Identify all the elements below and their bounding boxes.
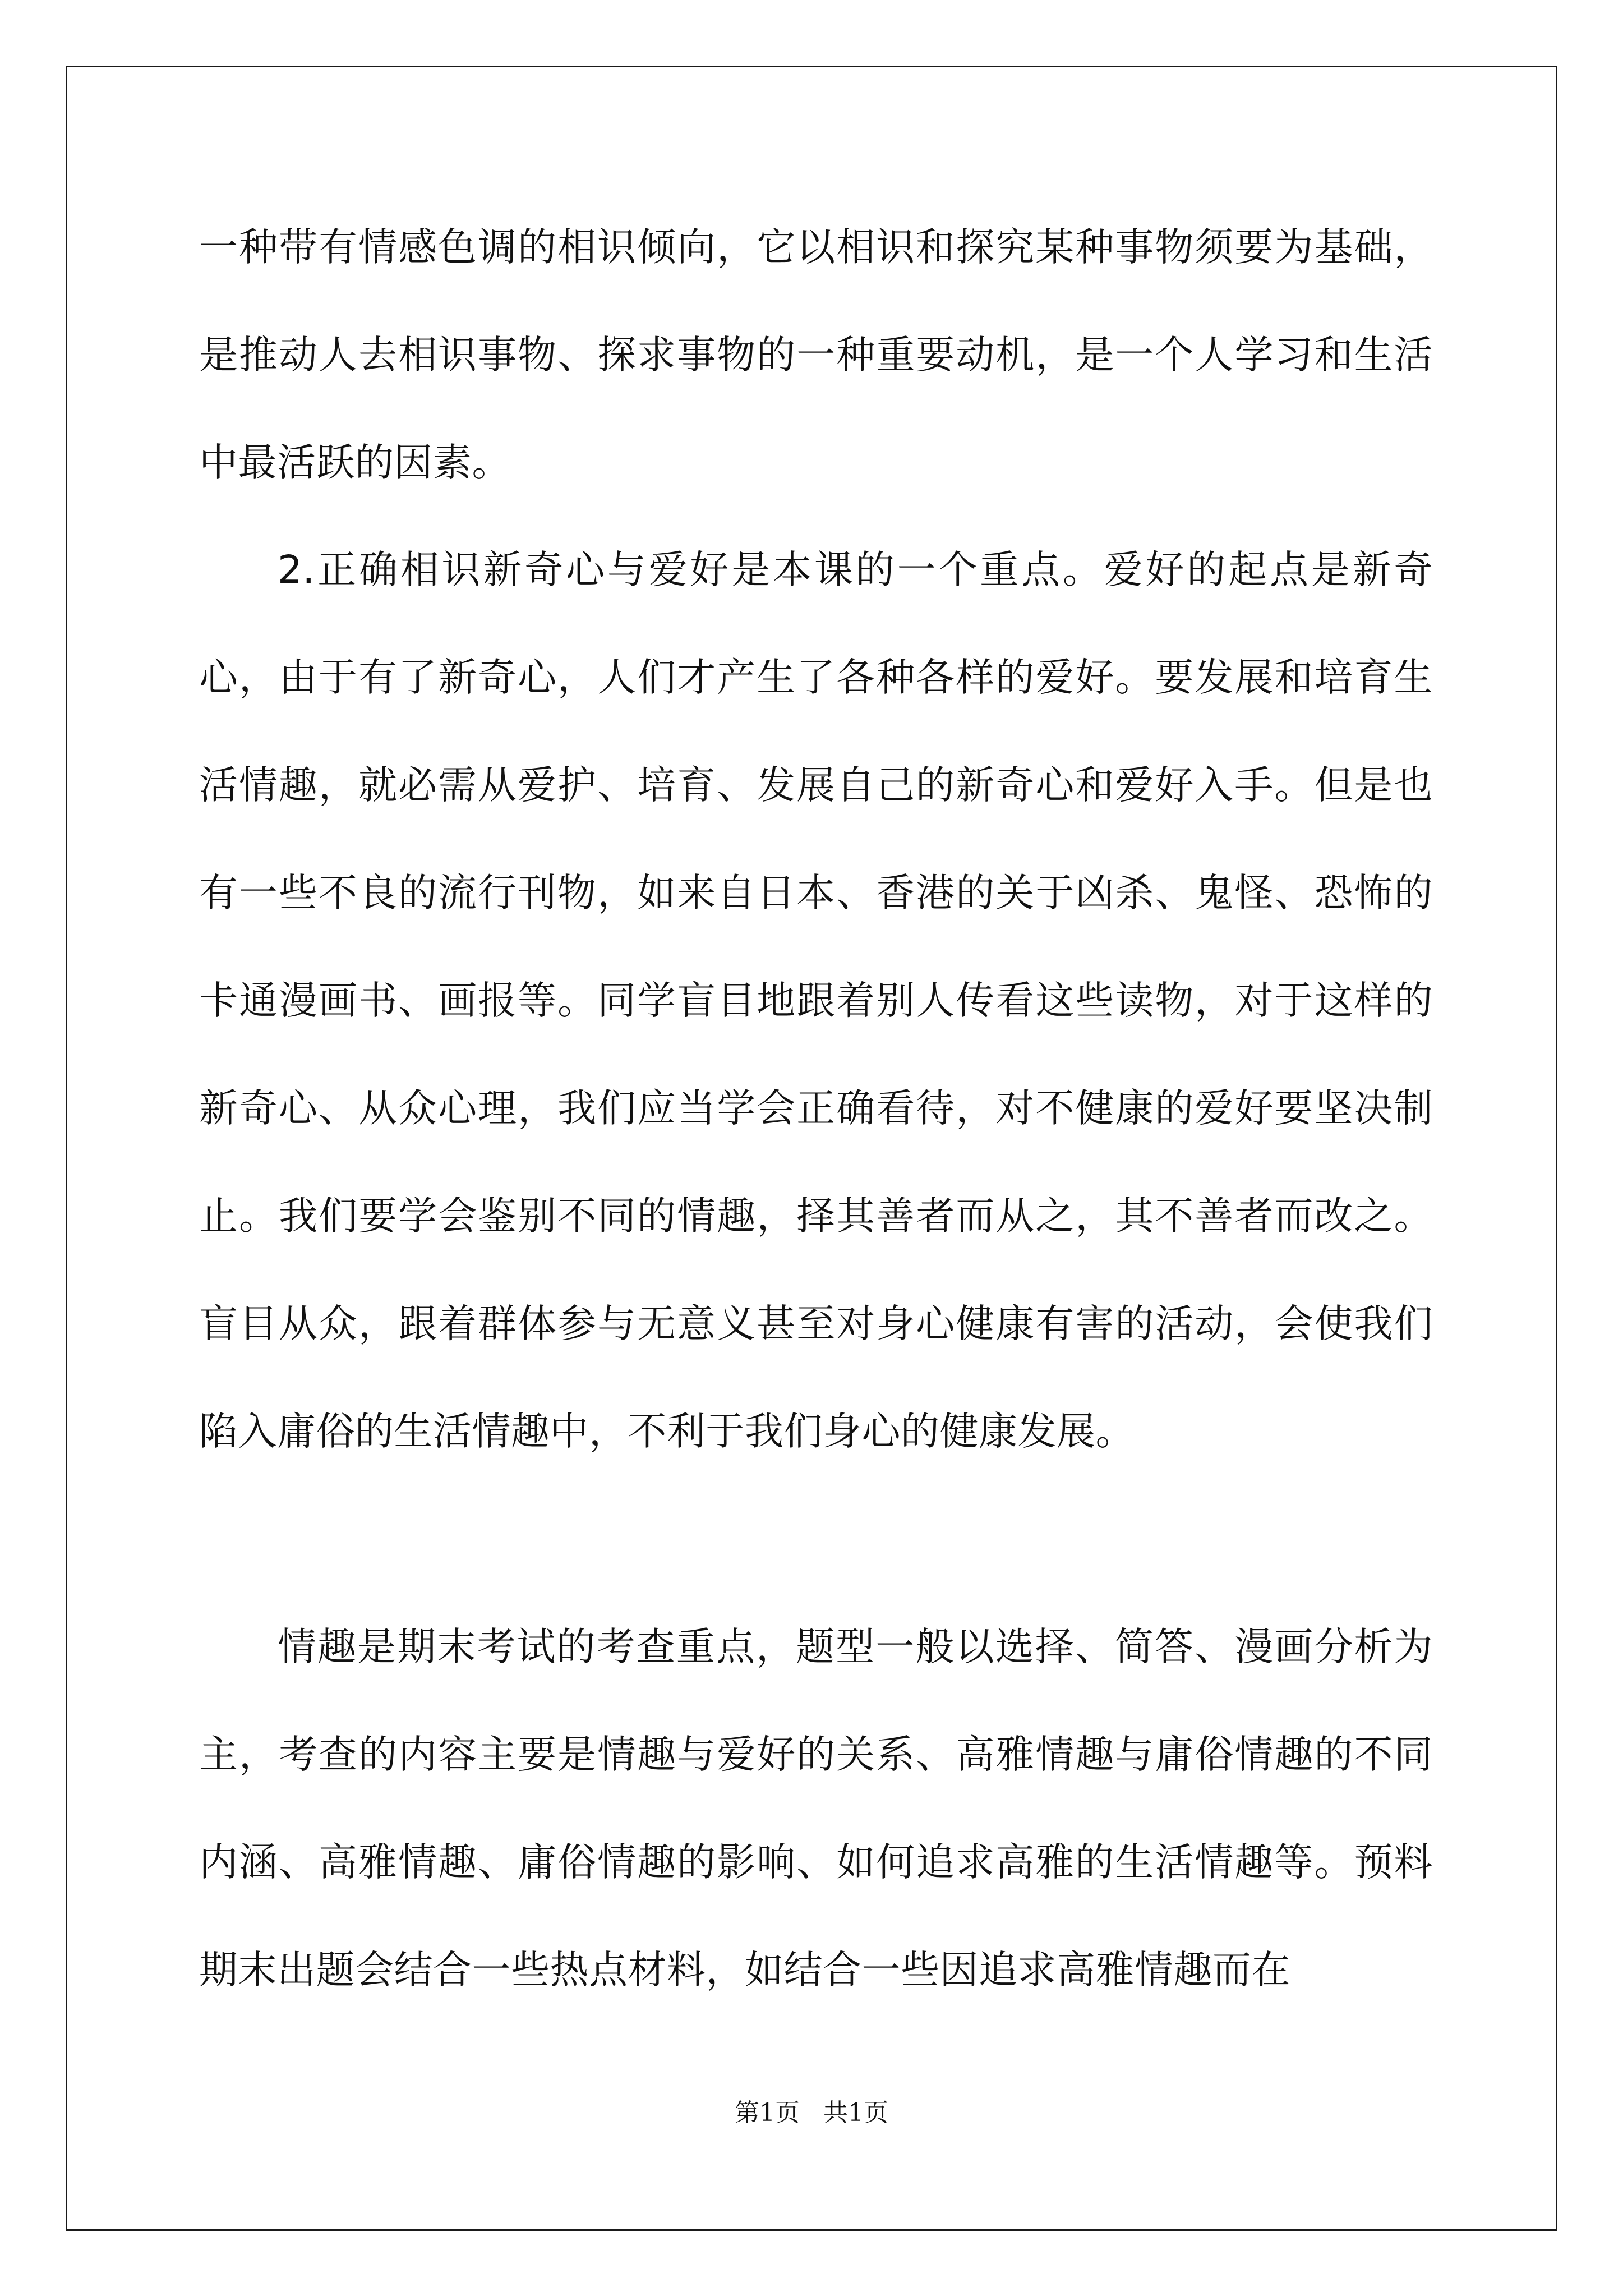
paragraph-1 xyxy=(199,194,1433,517)
paragraph-1-text: 一种带有情感色调的相识倾向，它以相识和探究某种事物须要为基础，是推动人去相识事物、探求事物的一种重要动机，是一个人学习和生活中最活跃的因素。 xyxy=(199,225,1433,485)
paragraph-3 xyxy=(199,1593,1433,2024)
paragraph-2 xyxy=(199,516,1433,1485)
page-footer: 第1页 共1页 xyxy=(735,2099,888,2127)
paragraph-3-text: 情趣是期末考试的考查重点，题型一般以选择、简答、漫画分析为主，考查的内容主要是情趣与爱好的关系、高雅情趣与庸俗情趣的不同内涵、高雅情趣、庸俗情趣的影响、如何追求高雅的生活情趣等。预料期末出题会结合一些热点材料，如结合一些因追求高雅情趣而在 xyxy=(199,1625,1433,1993)
paragraph-2-text: 2.正确相识新奇心与爱好是本课的一个重点。爱好的起点是新奇心，由于有了新奇心，人们才产生了各种各样的爱好。要发展和培育生活情趣，就必需从爱护、培育、发展自己的新奇心和爱好入手。但是也有一些不良的流行刊物，如来自日本、香港的关于凶杀、鬼怪、恐怖的卡通漫画书、画报等。同学盲目地跟着别人传看这些读物，对于这样的新奇心、从众心理，我们应当学会正确看待，对不健康的爱好要坚决制止。我们要学会鉴别不同的情趣，择其善者而从之，其不善者而改之。盲目从众，跟着群体参与无意义甚至对身心健康有害的活动，会使我们陷入庸俗的生活情趣中，不利于我们身心的健康发展。 xyxy=(199,547,1433,1454)
